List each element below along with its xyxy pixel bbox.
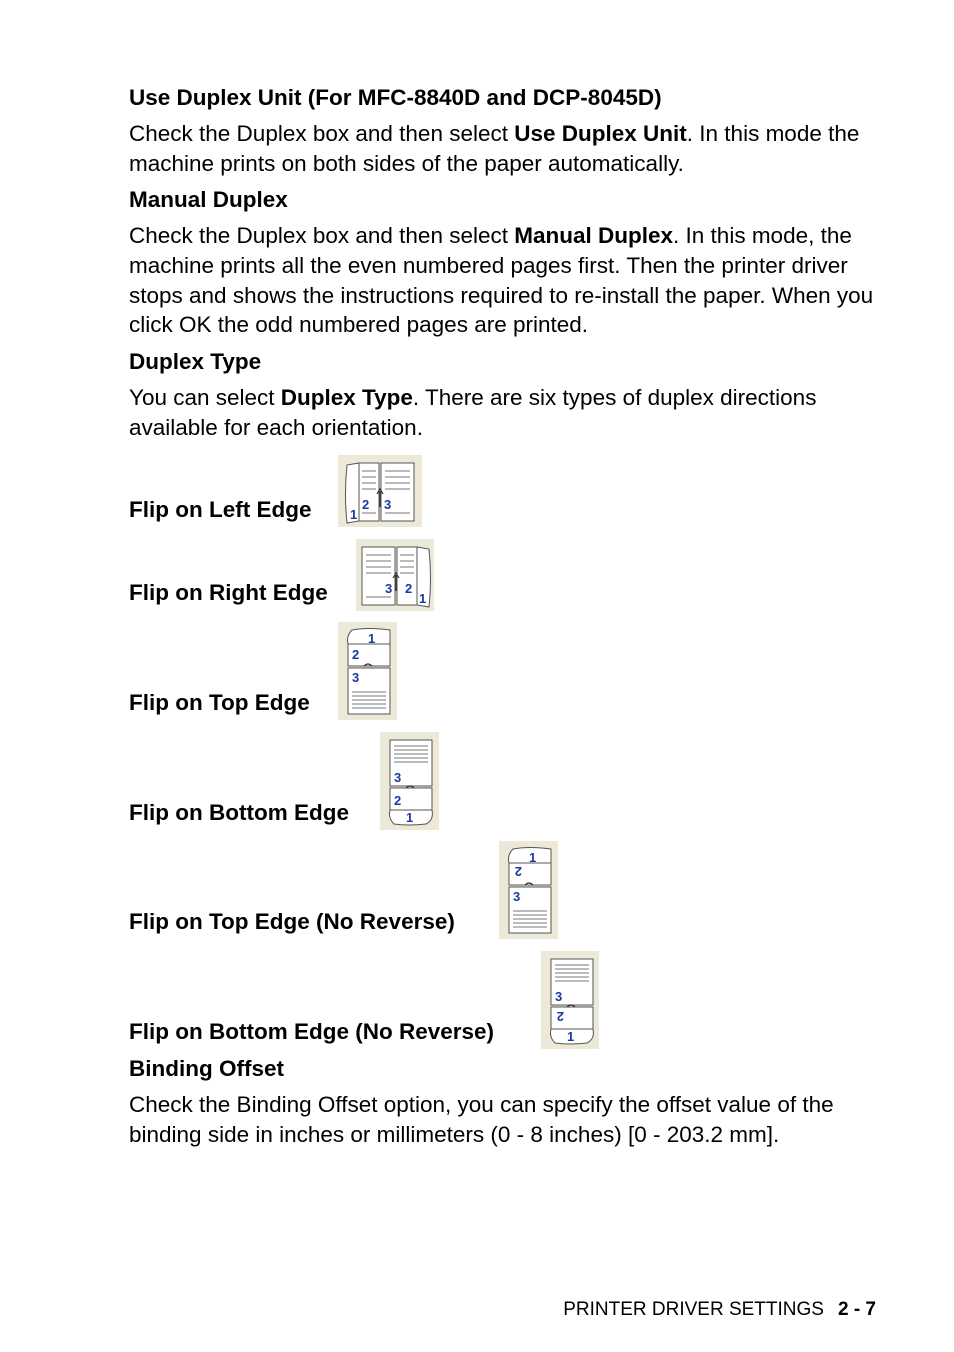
- heading-duplex-type: Duplex Type: [129, 349, 262, 374]
- flip-right-edge-icon: [356, 539, 434, 611]
- label-flip-top-edge-no-reverse: Flip on Top Edge (No Reverse): [129, 909, 455, 934]
- svg-text:1: 1: [567, 1029, 575, 1044]
- svg-text:2: 2: [362, 497, 370, 512]
- svg-text:1: 1: [419, 591, 427, 606]
- flip-left-edge-icon: [338, 455, 422, 527]
- label-flip-right-edge: Flip on Right Edge: [129, 580, 328, 605]
- flip-top-edge-no-reverse-icon: [499, 841, 558, 939]
- paragraph-manual-duplex-text-2: . In this mode, the machine prints all the even numbered pages first. Then the printer driver stops and shows the instructions required to re-install the paper. When you click OK the odd numbered pages are printed.: [129, 223, 874, 338]
- page-footer: [563, 1299, 876, 1321]
- heading-binding-offset: Binding Offset: [129, 1056, 284, 1081]
- footer-page-number: 2 - 7: [837, 1299, 876, 1320]
- paragraph-manual-duplex-text-1: Check the Duplex box and then select: [129, 223, 515, 248]
- svg-text:3: 3: [555, 989, 563, 1004]
- heading-manual-duplex: Manual Duplex: [129, 187, 288, 212]
- paragraph-duplex-type-bold: Duplex Type: [280, 385, 413, 410]
- label-flip-top-edge: Flip on Top Edge: [129, 690, 310, 715]
- svg-text:2: 2: [514, 864, 522, 879]
- footer-section-title: PRINTER DRIVER SETTINGS: [563, 1299, 824, 1320]
- svg-text:3: 3: [384, 497, 392, 512]
- svg-text:1: 1: [350, 507, 358, 522]
- svg-text:1: 1: [368, 631, 376, 646]
- svg-text:2: 2: [556, 1009, 564, 1024]
- paragraph-use-duplex-text-1: Check the Duplex box and then select: [129, 121, 515, 146]
- svg-text:1: 1: [406, 810, 414, 825]
- flip-bottom-edge-icon: [380, 732, 439, 830]
- paragraph-manual-duplex-bold: Manual Duplex: [514, 223, 674, 248]
- label-flip-left-edge: Flip on Left Edge: [129, 497, 312, 522]
- svg-text:2: 2: [394, 793, 402, 808]
- paragraph-duplex-type-text-1: You can select: [129, 385, 281, 410]
- label-flip-bottom-edge-no-reverse: Flip on Bottom Edge (No Reverse): [129, 1019, 495, 1044]
- label-flip-bottom-edge: Flip on Bottom Edge: [129, 800, 349, 825]
- paragraph-duplex-type: [129, 383, 889, 443]
- paragraph-binding-offset: Check the Binding Offset option, you can specify the offset value of the binding side in inches or millimeters (0 - 8 inches) [0 - 203.2 mm].: [129, 1092, 834, 1147]
- paragraph-manual-duplex: [129, 221, 889, 340]
- paragraph-use-duplex-text-2: . In this mode the machine prints on both sides of the paper automatically.: [129, 121, 860, 176]
- paragraph-duplex-type-text-2: . There are six types of duplex directions available for each orientation.: [129, 385, 817, 440]
- svg-text:3: 3: [513, 889, 521, 904]
- paragraph-use-duplex-unit: [129, 119, 889, 179]
- svg-text:2: 2: [405, 581, 413, 596]
- paragraph-use-duplex-bold: Use Duplex Unit: [514, 121, 687, 146]
- flip-top-edge-icon: [338, 622, 397, 720]
- svg-text:3: 3: [385, 581, 393, 596]
- heading-use-duplex-unit: Use Duplex Unit (For MFC-8840D and DCP-8045D): [129, 85, 662, 110]
- svg-text:3: 3: [352, 670, 360, 685]
- flip-bottom-edge-no-reverse-icon: [541, 951, 599, 1049]
- svg-text:3: 3: [394, 770, 402, 785]
- svg-text:2: 2: [352, 647, 360, 662]
- svg-text:1: 1: [529, 850, 537, 865]
